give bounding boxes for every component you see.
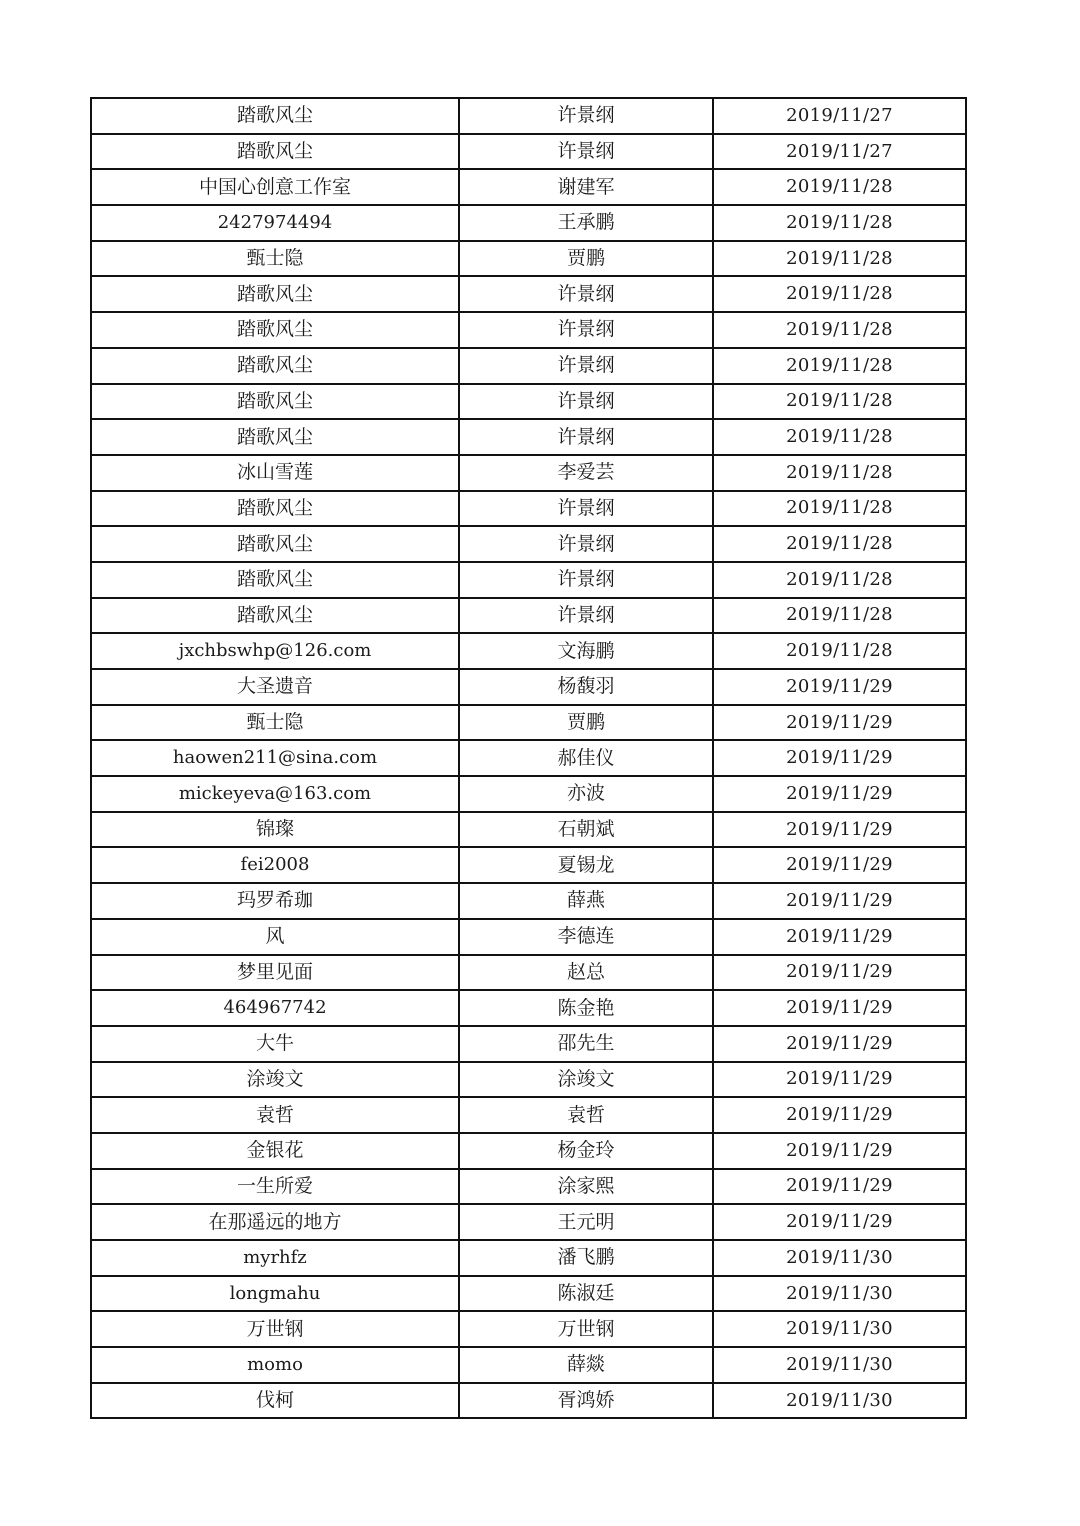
name-cell: 锦璨 bbox=[91, 812, 459, 848]
name-cell: 伐柯 bbox=[91, 1383, 459, 1419]
name-cell: 袁哲 bbox=[91, 1097, 459, 1133]
records-table bbox=[90, 97, 967, 1419]
table-row bbox=[91, 776, 966, 812]
contact-cell: 许景纲 bbox=[459, 384, 713, 420]
table-row bbox=[91, 312, 966, 348]
table-row bbox=[91, 955, 966, 991]
contact-cell: 李爱芸 bbox=[459, 455, 713, 491]
contact-cell: 贾鹏 bbox=[459, 705, 713, 741]
name-cell: 风 bbox=[91, 919, 459, 955]
date-cell: 2019/11/29 bbox=[713, 1169, 966, 1205]
table-row bbox=[91, 1276, 966, 1312]
table-row bbox=[91, 812, 966, 848]
contact-cell: 薛燚 bbox=[459, 1347, 713, 1383]
contact-cell: 贾鹏 bbox=[459, 241, 713, 277]
date-cell: 2019/11/29 bbox=[713, 1026, 966, 1062]
name-cell: 一生所爱 bbox=[91, 1169, 459, 1205]
date-cell: 2019/11/27 bbox=[713, 98, 966, 134]
contact-cell: 许景纲 bbox=[459, 98, 713, 134]
date-cell: 2019/11/29 bbox=[713, 669, 966, 705]
table-row bbox=[91, 1311, 966, 1347]
name-cell: 踏歌风尘 bbox=[91, 276, 459, 312]
date-cell: 2019/11/28 bbox=[713, 312, 966, 348]
contact-cell: 郝佳仪 bbox=[459, 740, 713, 776]
contact-cell: 涂竣文 bbox=[459, 1062, 713, 1098]
contact-cell: 袁哲 bbox=[459, 1097, 713, 1133]
date-cell: 2019/11/29 bbox=[713, 955, 966, 991]
contact-cell: 许景纲 bbox=[459, 598, 713, 634]
contact-cell: 陈金艳 bbox=[459, 990, 713, 1026]
name-cell: 涂竣文 bbox=[91, 1062, 459, 1098]
table-row bbox=[91, 705, 966, 741]
table-row bbox=[91, 1204, 966, 1240]
date-cell: 2019/11/29 bbox=[713, 1133, 966, 1169]
date-cell: 2019/11/29 bbox=[713, 812, 966, 848]
name-cell: 踏歌风尘 bbox=[91, 312, 459, 348]
name-cell: myrhfz bbox=[91, 1240, 459, 1276]
contact-cell: 文海鹏 bbox=[459, 633, 713, 669]
table-row bbox=[91, 276, 966, 312]
table-row bbox=[91, 1097, 966, 1133]
name-cell: jxchbswhp@126.com bbox=[91, 633, 459, 669]
date-cell: 2019/11/29 bbox=[713, 705, 966, 741]
name-cell: 梦里见面 bbox=[91, 955, 459, 991]
table-row bbox=[91, 883, 966, 919]
name-cell: 玛罗希珈 bbox=[91, 883, 459, 919]
name-cell: 甄士隐 bbox=[91, 705, 459, 741]
contact-cell: 杨金玲 bbox=[459, 1133, 713, 1169]
table-row bbox=[91, 598, 966, 634]
table-row bbox=[91, 1026, 966, 1062]
table-row bbox=[91, 241, 966, 277]
date-cell: 2019/11/29 bbox=[713, 776, 966, 812]
table-row bbox=[91, 1383, 966, 1419]
contact-cell: 潘飞鹏 bbox=[459, 1240, 713, 1276]
date-cell: 2019/11/28 bbox=[713, 419, 966, 455]
date-cell: 2019/11/29 bbox=[713, 919, 966, 955]
contact-cell: 李德连 bbox=[459, 919, 713, 955]
date-cell: 2019/11/27 bbox=[713, 134, 966, 170]
contact-cell: 王元明 bbox=[459, 1204, 713, 1240]
date-cell: 2019/11/28 bbox=[713, 526, 966, 562]
date-cell: 2019/11/30 bbox=[713, 1383, 966, 1419]
contact-cell: 许景纲 bbox=[459, 312, 713, 348]
date-cell: 2019/11/30 bbox=[713, 1311, 966, 1347]
contact-cell: 许景纲 bbox=[459, 562, 713, 598]
name-cell: momo bbox=[91, 1347, 459, 1383]
table-row bbox=[91, 1062, 966, 1098]
table-row bbox=[91, 919, 966, 955]
name-cell: 中国心创意工作室 bbox=[91, 169, 459, 205]
name-cell: 踏歌风尘 bbox=[91, 562, 459, 598]
name-cell: 金银花 bbox=[91, 1133, 459, 1169]
table-row bbox=[91, 1169, 966, 1205]
date-cell: 2019/11/28 bbox=[713, 169, 966, 205]
date-cell: 2019/11/28 bbox=[713, 241, 966, 277]
name-cell: 踏歌风尘 bbox=[91, 526, 459, 562]
date-cell: 2019/11/28 bbox=[713, 491, 966, 527]
contact-cell: 亦波 bbox=[459, 776, 713, 812]
contact-cell: 石朝斌 bbox=[459, 812, 713, 848]
table-row bbox=[91, 169, 966, 205]
contact-cell: 谢建军 bbox=[459, 169, 713, 205]
name-cell: 踏歌风尘 bbox=[91, 419, 459, 455]
date-cell: 2019/11/28 bbox=[713, 633, 966, 669]
table-row bbox=[91, 384, 966, 420]
date-cell: 2019/11/29 bbox=[713, 883, 966, 919]
table-row bbox=[91, 98, 966, 134]
records-table-body bbox=[91, 98, 966, 1418]
date-cell: 2019/11/29 bbox=[713, 1062, 966, 1098]
name-cell: 大牛 bbox=[91, 1026, 459, 1062]
date-cell: 2019/11/28 bbox=[713, 384, 966, 420]
table-row bbox=[91, 348, 966, 384]
name-cell: haowen211@sina.com bbox=[91, 740, 459, 776]
name-cell: 踏歌风尘 bbox=[91, 598, 459, 634]
date-cell: 2019/11/30 bbox=[713, 1240, 966, 1276]
table-row bbox=[91, 1133, 966, 1169]
name-cell: 2427974494 bbox=[91, 205, 459, 241]
date-cell: 2019/11/28 bbox=[713, 598, 966, 634]
name-cell: fei2008 bbox=[91, 847, 459, 883]
name-cell: mickeyeva@163.com bbox=[91, 776, 459, 812]
date-cell: 2019/11/29 bbox=[713, 740, 966, 776]
table-row bbox=[91, 633, 966, 669]
table-row bbox=[91, 562, 966, 598]
contact-cell: 许景纲 bbox=[459, 526, 713, 562]
table-row bbox=[91, 1240, 966, 1276]
contact-cell: 赵总 bbox=[459, 955, 713, 991]
date-cell: 2019/11/29 bbox=[713, 847, 966, 883]
contact-cell: 陈淑廷 bbox=[459, 1276, 713, 1312]
name-cell: 464967742 bbox=[91, 990, 459, 1026]
name-cell: 大圣遗音 bbox=[91, 669, 459, 705]
table-row bbox=[91, 491, 966, 527]
date-cell: 2019/11/28 bbox=[713, 276, 966, 312]
name-cell: 踏歌风尘 bbox=[91, 491, 459, 527]
table-row bbox=[91, 847, 966, 883]
contact-cell: 胥鸿娇 bbox=[459, 1383, 713, 1419]
date-cell: 2019/11/30 bbox=[713, 1276, 966, 1312]
table-row bbox=[91, 669, 966, 705]
name-cell: 踏歌风尘 bbox=[91, 98, 459, 134]
date-cell: 2019/11/29 bbox=[713, 1097, 966, 1133]
table-row bbox=[91, 526, 966, 562]
date-cell: 2019/11/28 bbox=[713, 562, 966, 598]
date-cell: 2019/11/30 bbox=[713, 1347, 966, 1383]
contact-cell: 邵先生 bbox=[459, 1026, 713, 1062]
date-cell: 2019/11/29 bbox=[713, 1204, 966, 1240]
contact-cell: 涂家熙 bbox=[459, 1169, 713, 1205]
contact-cell: 许景纲 bbox=[459, 134, 713, 170]
table-row bbox=[91, 134, 966, 170]
name-cell: 踏歌风尘 bbox=[91, 384, 459, 420]
contact-cell: 万世钢 bbox=[459, 1311, 713, 1347]
name-cell: 冰山雪莲 bbox=[91, 455, 459, 491]
contact-cell: 杨馥羽 bbox=[459, 669, 713, 705]
table-row bbox=[91, 205, 966, 241]
name-cell: 踏歌风尘 bbox=[91, 134, 459, 170]
table-row bbox=[91, 455, 966, 491]
contact-cell: 夏锡龙 bbox=[459, 847, 713, 883]
date-cell: 2019/11/28 bbox=[713, 455, 966, 491]
table-row bbox=[91, 1347, 966, 1383]
name-cell: 踏歌风尘 bbox=[91, 348, 459, 384]
name-cell: longmahu bbox=[91, 1276, 459, 1312]
table-row bbox=[91, 419, 966, 455]
contact-cell: 王承鹏 bbox=[459, 205, 713, 241]
name-cell: 万世钢 bbox=[91, 1311, 459, 1347]
contact-cell: 许景纲 bbox=[459, 348, 713, 384]
contact-cell: 许景纲 bbox=[459, 491, 713, 527]
name-cell: 甄士隐 bbox=[91, 241, 459, 277]
contact-cell: 许景纲 bbox=[459, 276, 713, 312]
date-cell: 2019/11/28 bbox=[713, 348, 966, 384]
name-cell: 在那遥远的地方 bbox=[91, 1204, 459, 1240]
date-cell: 2019/11/28 bbox=[713, 205, 966, 241]
contact-cell: 薛燕 bbox=[459, 883, 713, 919]
date-cell: 2019/11/29 bbox=[713, 990, 966, 1026]
table-row bbox=[91, 990, 966, 1026]
contact-cell: 许景纲 bbox=[459, 419, 713, 455]
table-row bbox=[91, 740, 966, 776]
